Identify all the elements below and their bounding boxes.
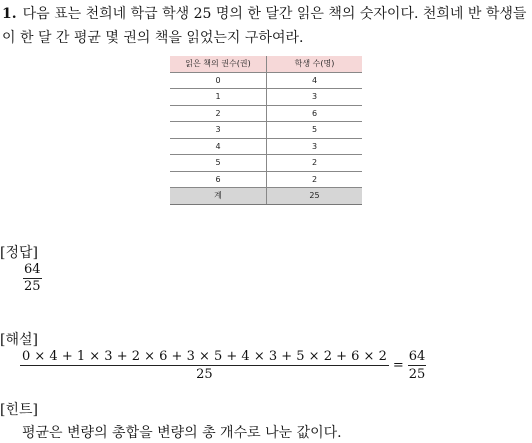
hint-text: 평균은 변량의 총합을 변량의 총 개수로 나눈 값이다. <box>22 425 342 441</box>
table-row <box>170 72 362 89</box>
equals-sign: = <box>392 358 404 373</box>
answer-numerator: 64 <box>24 262 41 277</box>
cell-books: 0 <box>170 72 267 89</box>
table-row <box>170 105 362 122</box>
cell-students: 6 <box>267 105 363 122</box>
cell-books: 2 <box>170 105 267 122</box>
answer-label: [정답] <box>0 245 38 261</box>
question-number: 1. <box>2 6 17 22</box>
question-text: 다음 표는 천희네 학급 학생 25 명의 한 달간 읽은 책의 숫자이다. 천희네 반 학생들이 한 달 간 평균 몇 권의 책을 읽었는지 구하여라. <box>2 6 527 46</box>
result-denominator: 25 <box>408 367 426 382</box>
result-numerator: 64 <box>408 349 426 364</box>
explanation-numerator: 0 × 4 + 1 × 3 + 2 × 6 + 3 × 5 + 4 × 3 + 5 × 2 + 6 × 2 <box>22 349 387 364</box>
cell-books: 4 <box>170 138 267 155</box>
frequency-table <box>170 56 362 205</box>
table-total-row <box>170 188 362 205</box>
table-header-row <box>170 56 362 72</box>
cell-students: 5 <box>267 122 363 139</box>
answer-denominator: 25 <box>24 279 41 294</box>
hint-label: [힌트] <box>0 402 38 418</box>
cell-students: 4 <box>267 72 363 89</box>
table-row <box>170 171 362 188</box>
cell-students: 3 <box>267 89 363 106</box>
result-fraction <box>408 348 427 383</box>
header-students: 학생 수(명) <box>267 56 363 72</box>
cell-books: 6 <box>170 171 267 188</box>
table-row <box>170 155 362 172</box>
header-books: 읽은 책의 권수(권) <box>170 56 267 72</box>
explanation-label: [해설] <box>0 332 38 348</box>
table-row <box>170 89 362 106</box>
answer-fraction <box>23 262 42 295</box>
table-row <box>170 138 362 155</box>
cell-books: 5 <box>170 155 267 172</box>
cell-students: 3 <box>267 138 363 155</box>
cell-students: 2 <box>267 155 363 172</box>
explanation-equation <box>20 348 426 383</box>
question <box>2 2 530 50</box>
total-label: 계 <box>170 188 267 205</box>
cell-students: 2 <box>267 171 363 188</box>
cell-books: 3 <box>170 122 267 139</box>
table-row <box>170 122 362 139</box>
explanation-fraction <box>20 348 389 383</box>
explanation-denominator: 25 <box>196 367 213 382</box>
cell-books: 1 <box>170 89 267 106</box>
total-value: 25 <box>267 188 363 205</box>
